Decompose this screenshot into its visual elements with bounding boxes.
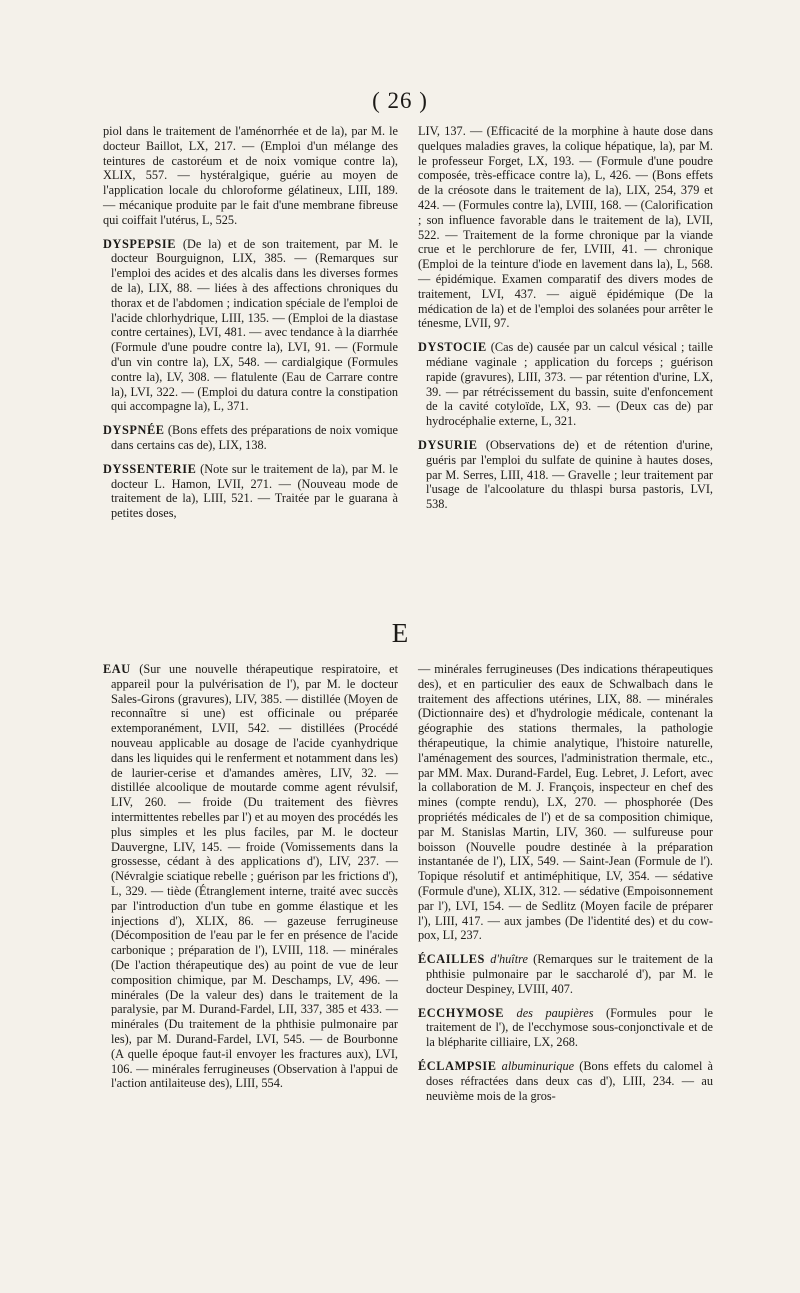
entry-headword: ÉCAILLES (418, 952, 485, 967)
entry-ecchymose (418, 1006, 713, 1050)
entry-continuation: piol dans le traitement de l'aménorrhée et de la), par M. le docteur Baillot, LX, 217. — (Emploi d'un mélange des teintures de castoréum et de noix vomique contre la), XLIX, 557. — hystéralgique, guérie au moyen de l'application locale du chloroforme gélatineux, LIII, 189. — mécanique produite par le fait d'une membrane fibreuse qui coiffait l'utérus, L, 525. (103, 124, 398, 227)
page-number: ( 26 ) (372, 88, 428, 113)
column-top-left (103, 124, 398, 530)
entry-qualifier: d'huître (485, 952, 528, 967)
entry-body: (Bons effets des préparations de noix vomique dans certains cas de), LIX, 138. (111, 423, 398, 452)
entry-qualifier: albuminurique (496, 1058, 575, 1073)
entry-dyssenterie (103, 462, 398, 521)
entry-body: (Sur une nouvelle thérapeutique respiratoire, et appareil pour la pulvérisation de l'), par M. le docteur Sales-Girons (gravures), LIV, 385. — distillée (Moyen de reconnaître si une) est officinale ou préparée extemporanément, LVII, 542. — distillées (Procédé nouveau applicable au dosage de l'acide cyanhydrique dans les liquides qui le renferment et notamment dans les) de laurier-cerise et d'amandes amères, LIV, 32. — distillée alcoolique de moutarde comme agent révulsif, LIV, 260. — froide (Du traitement des fièvres intermittentes rebelles par l') et au moyen des procédés les plus simples et les plus faciles, par M. le docteur Dauvergne, LIV, 145. — froide (Vomissements dans la grossesse, cédant à des applications d'), LIV, 237. — (Névralgie sciatique rebelle ; guérison par les frictions d'), L, 329. — tiède (Étranglement interne, traité avec succès par l'introduction d'un tube en gomme élastique et les injections d'), XLIX, 86. — gazeuse ferrugineuse (Décomposition de l'eau par le fer en présence de l'acide carbonique ; préparation de l'), LVIII, 118. — minérales (De l'action thérapeutique des) au point de vue de leur composition chimique, par M. Deschamps, LV, 496. — minérales (De la valeur des) dans le traitement de la paralysie, par M. Durand-Fardel, LII, 337, 385 et 433. — minérales (Du traitement de la phthisie pulmonaire par les), par M. Durand-Fardel, LVI, 545. — de Bourbonne (A quelle époque faut-il envoyer les fractures aux), LVI, 106. — minérales ferrugineuses (Observation à l'appui de l'action antilaiteuse des), LIII, 554. (111, 662, 398, 1091)
entry-body: (Formules pour le traitement de l'), de l'ecchymose sous-conjonctivale et de la blépharite cilliaire, LX, 268. (426, 1005, 713, 1050)
column-bottom-right (418, 662, 713, 1112)
entry-body: (Observations de) et de rétention d'urine, guéris par l'emploi du sulfate de quinine à hautes doses, par M. Serres, LIII, 418. — Gravelle ; leur traitement par l'usage de l'alcoolature du thlaspi bursa pastoris, LVI, 538. (426, 437, 713, 512)
entry-dysurie (418, 438, 713, 512)
entry-qualifier: des paupières (504, 1005, 594, 1020)
entry-eclampsie (418, 1059, 713, 1103)
entry-dyspnee (103, 423, 398, 453)
entry-headword: ÉCLAMPSIE (418, 1058, 497, 1073)
column-bottom-left (103, 662, 398, 1100)
section-letter: E (391, 618, 409, 648)
entry-headword: DYSURIE (418, 437, 478, 452)
entry-body: (Note sur le traitement de la), par M. le docteur L. Hamon, LVII, 271. — (Nouveau mode de traitement de la), LIII, 521. — Traitée par le guarana à petites doses, (111, 461, 398, 521)
entry-body: (De la) et de son traitement, par M. le docteur Bourguignon, LIX, 385. — (Remarques sur l'emploi des acides et des alcalis dans les diverses formes de la), LIX, 88. — liées à des affections chroniques du thorax et de l'abdomen ; indication spéciale de l'emploi de l'acide chlorhydrique, LIII, 135. — (Emploi de la diastase contre certaines), LVI, 481. — avec tendance à la diarrhée (Formule d'une poudre contre la), LVI, 91. — (Formule d'un vin contre la), LX, 548. — cardialgique (Formules contre la), LV, 308. — flatulente (Eau de Carrare contre la), LVI, 322. — (Emploi du datura contre la constipation qui accompagne la), L, 371. (111, 236, 398, 414)
entry-dyspepsie (103, 237, 398, 415)
entry-headword: DYSPNÉE (103, 423, 165, 438)
entry-headword: ECCHYMOSE (418, 1005, 505, 1020)
entry-ecailles (418, 952, 713, 996)
entry-headword: DYSTOCIE (418, 340, 487, 355)
entry-body: (Remarques sur le traitement de la phthisie pulmonaire par le saccharolé d'), par M. le docteur Despiney, LVIII, 407. (426, 952, 713, 996)
entry-headword: EAU (103, 662, 131, 676)
entry-continuation: — minérales ferrugineuses (Des indications thérapeutiques des), et en particulier des eaux de Schwalbach dans le traitement des affections utérines, LIX, 88. — minérales (Dictionnaire des) et d'hydrologie médicale, contenant la géographie des stations thermales, la pathologie thérapeutique, la chimie analytique, l'histoire naturelle, l'aménagement des sources, l'administration thermale, etc., par MM. Max. Durand-Fardel, Eug. Lebret, J. Lefort, avec la collaboration de M. J. François, inspecteur en chef des mines (compte rendu), LX, 270. — phosphorée (Des propriétés médicales de l') et de sa composition chimique, par M. Stanislas Martin, LIV, 360. — sulfureuse pour boisson (Nouvelle poudre destinée à la préparation instantanée de l'), LIX, 549. — Saint-Jean (Formule de l'). Topique résolutif et antiméphitique, LV, 354. — sédative (Formule d'une), XLIX, 312. — sédative (Empoisonnement par l'), LVI, 154. — de Sedlitz (Moyen facile de préparer l'), LIII, 417. — aux jambes (De l'identité des) et du cow-pox, LI, 237. (418, 662, 713, 943)
entry-headword: DYSSENTERIE (103, 461, 197, 476)
entry-eau (103, 662, 398, 1091)
entry-body: (Cas de) causée par un calcul vésical ; taille médiane vaginale ; application du forceps ; guérison rapide (gravures), LIII, 373. — par rétention d'urine, LX, 39. — par rétrécissement du bassin, suite d'enfoncement de la cavité cotyloïde, LX, 93. — (Deux cas de) par hydrocéphalie externe, L, 321. (426, 340, 713, 429)
entry-dystocie (418, 340, 713, 429)
column-top-right (418, 124, 713, 521)
entry-continuation: LIV, 137. — (Efficacité de la morphine à haute dose dans quelques maladies graves, la colique hépatique, la), par M. le professeur Forget, LX, 193. — (Formule d'une poudre composée, très-efficace contre la), L, 426. — (Bons effets de la créosote dans le traitement de la), LIX, 254, 379 et 424. — (Formules contre la), LVIII, 168. — (Calorification ; son influence favorable dans le traitement de la), LVII, 522. — Traitement de la forme chronique par la viande crue et le perchlorure de fer, LVIII, 41. — chronique (Emploi de la teinture d'iode en lavement dans la), L, 568. — épidémique. Examen comparatif des divers modes de traitement, LVI, 437. — aiguë épidémique (De la médication de la) et de l'emploi des solanées pour arrêter le ténesme, LVII, 97. (418, 124, 713, 331)
entry-headword: DYSPEPSIE (103, 236, 177, 251)
entry-body: (Bons effets du calomel à doses réfractées dans deux cas d'), LIII, 234. — au neuvième mois de la gros- (426, 1058, 713, 1103)
